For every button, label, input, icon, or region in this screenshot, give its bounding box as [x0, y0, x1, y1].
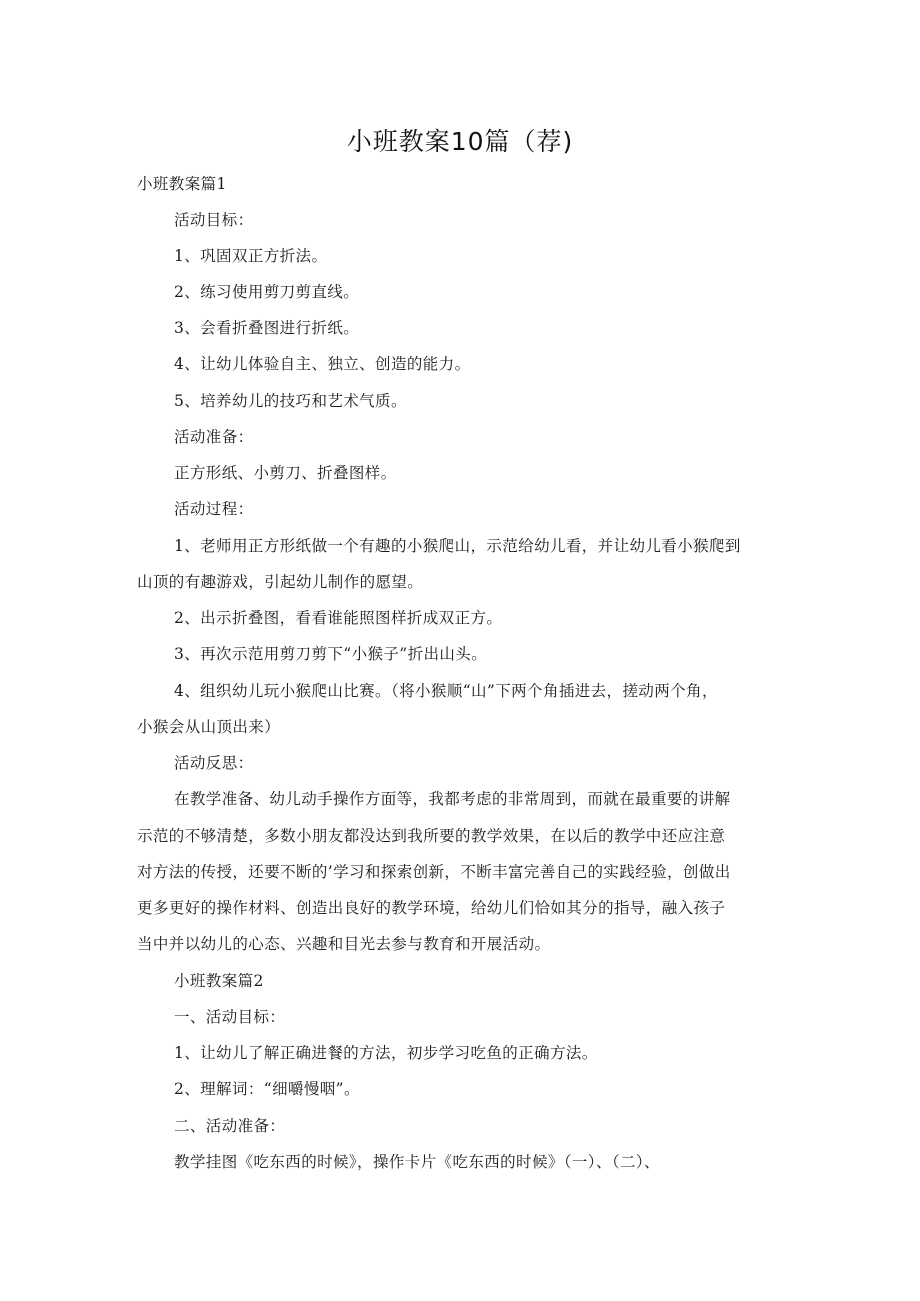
section-heading-1: 小班教案篇1	[137, 175, 227, 193]
paragraph-line: 2、练习使用剪刀剪直线。	[174, 283, 360, 301]
paragraph-line: 活动准备：	[174, 428, 254, 446]
paragraph-line: 在教学准备、幼儿动手操作方面等，我都考虑的非常周到，而就在最重要的讲解	[174, 790, 731, 808]
paragraph-line: 5、培养幼儿的技巧和艺术气质。	[174, 392, 407, 410]
paragraph-line: 活动反思：	[174, 754, 254, 772]
paragraph-line: 示范的不够清楚，多数小朋友都没达到我所要的教学效果，在以后的教学中还应注意	[137, 827, 726, 845]
paragraph-line: 正方形纸、小剪刀、折叠图样。	[174, 464, 397, 482]
paragraph-line: 对方法的传授，还要不断的’学习和探索创新，不断丰富完善自己的实践经验，创做出	[137, 863, 731, 881]
paragraph-line: 1、老师用正方形纸做一个有趣的小猴爬山，示范给幼儿看，并让幼儿看小猴爬到	[174, 537, 741, 555]
paragraph-line: 3、会看折叠图进行折纸。	[174, 319, 360, 337]
paragraph-line: 二、活动准备：	[174, 1117, 286, 1135]
paragraph-line: 4、让幼儿体验自主、独立、创造的能力。	[174, 355, 471, 373]
paragraph-line: 2、出示折叠图，看看谁能照图样折成双正方。	[174, 609, 503, 627]
paragraph-line: 活动目标：	[174, 211, 254, 229]
paragraph-line: 更多更好的操作材料、创造出良好的教学环境，给幼儿们恰如其分的指导，融入孩子	[137, 899, 726, 917]
document-title: 小班教案10篇（荐)	[346, 127, 574, 156]
paragraph-line: 当中并以幼儿的心态、兴趣和目光去参与教育和开展活动。	[137, 935, 551, 953]
paragraph-line: 一、活动目标：	[174, 1008, 286, 1026]
paragraph-line: 1、巩固双正方折法。	[174, 247, 328, 265]
paragraph-line: 小猴会从山顶出来）	[137, 718, 281, 736]
paragraph-line: 教学挂图《吃东西的时候》，操作卡片《吃东西的时候》（一）、（二）、	[174, 1153, 660, 1171]
paragraph-line: 活动过程：	[174, 500, 254, 518]
paragraph-line: 山顶的有趣游戏，引起幼儿制作的愿望。	[137, 573, 424, 591]
paragraph-line: 1、让幼儿了解正确进餐的方法，初步学习吃鱼的正确方法。	[174, 1044, 598, 1062]
paragraph-line: 3、再次示范用剪刀剪下“小猴子”折出山头。	[174, 645, 488, 663]
paragraph-line: 2、理解词：“细嚼慢咽”。	[174, 1080, 360, 1098]
section-heading-2: 小班教案篇2	[174, 972, 264, 990]
paragraph-line: 4、组织幼儿玩小猴爬山比赛。（将小猴顺“山”下两个角插进去，搓动两个角，	[174, 682, 718, 700]
